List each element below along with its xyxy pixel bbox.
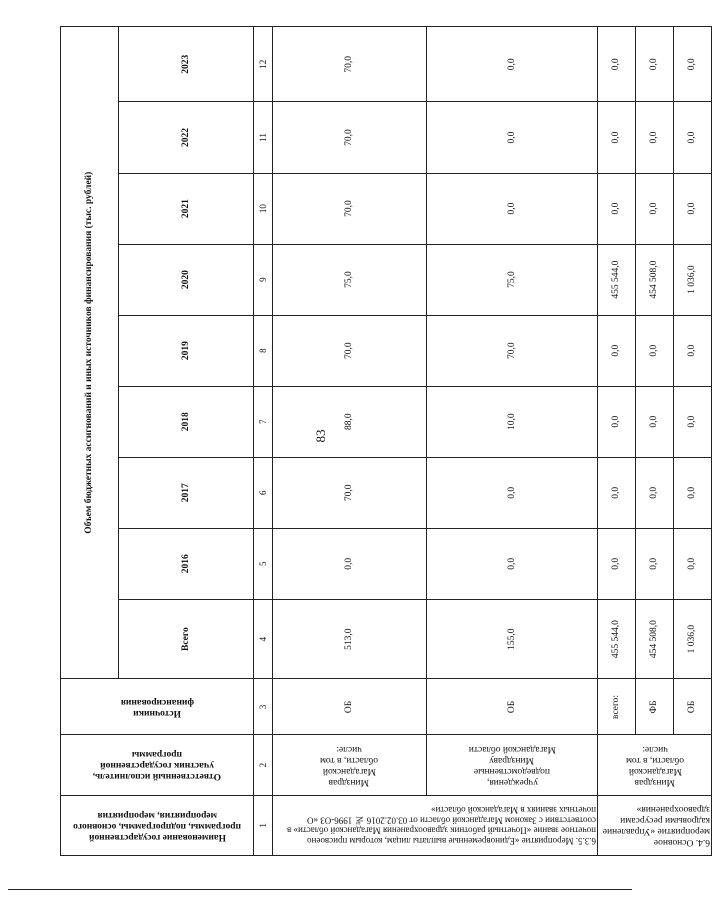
col-header-name: Наименование государственной программы, подпрограммы, основного мероприятия, мероприятия — [61, 795, 254, 855]
row-source: ОБ — [273, 679, 427, 735]
col-header-2016: 2016 — [119, 528, 254, 599]
col-header-executor: Ответственный исполнитель, участник государственной программы — [61, 735, 254, 795]
row-source: ОБ — [674, 679, 712, 735]
row-source: ОБ — [426, 679, 597, 735]
col-header-2018: 2018 — [119, 386, 254, 457]
col-header-source: Источники финансирования — [61, 679, 254, 735]
col-header-2017: 2017 — [119, 457, 254, 528]
row-executor: Минздрав Магаданской области, в том числе: — [598, 735, 712, 795]
col-header-2023: 2023 — [119, 27, 254, 102]
row-source: ФБ — [636, 679, 674, 735]
row-name-635: 6.3.5. Мероприятие «Единовременные выплаты лицам, которым присвоено почетное звание «Почетный работник здравоохранения Магаданской области» в соответствии с Законом Магаданской области от 03.02.2016 № 1996-ОЗ «О почетных званиях в Магаданской области» — [273, 795, 598, 855]
table-row: ФБ 454 508,0 0,0 0,0 0,0 0,0 454 508,0 0,0 0,0 0,0 — [636, 27, 674, 856]
col-header-2019: 2019 — [119, 315, 254, 386]
col-header-2020: 2020 — [119, 244, 254, 315]
row-executor: Минздрав Магаданской области, в том числе: — [273, 735, 427, 795]
row-executor: учреждения, подведомственные Минздраву Магаданской области — [426, 735, 597, 795]
col-header-total: Всего — [119, 599, 254, 679]
footer-rule — [8, 889, 632, 890]
col-header-group: Объем бюджетных ассигнований и иных источников финансирования (тыс. рублей) — [61, 27, 119, 679]
table-row: учреждения, подведомственные Минздраву Магаданской области ОБ 155,0 0,0 0,0 10,0 70,0 75,0 0,0 0,0 0,0 — [426, 27, 597, 856]
page-number: 83 — [313, 429, 328, 443]
col-header-2021: 2021 — [119, 173, 254, 244]
table-row: 6.3.5. Мероприятие «Единовременные выплаты лицам, которым присвоено почетное звание «Почетный работник здравоохранения Магаданской области» в соответствии с Законом Магаданской области от 03.02.2016 № 1996-ОЗ «О почетных званиях в Магаданской области» Минздрав Магаданской области, в том числе: ОБ 513,0 0,0 70,0 88,0 70,0 75,0 70,0 70,0 70,0 — [273, 27, 427, 856]
row-source: всего: — [598, 679, 636, 735]
table-row: 6.4. Основное мероприятие «Управление кадровыми ресурсами здравоохранения» Минздрав Магаданской области, в том числе: всего: 455 544,0 0,0 0,0 0,0 0,0 455 544,0 0,0 0,0 0,0 — [598, 27, 636, 856]
table-row: ОБ 1 036,0 0,0 0,0 0,0 0,0 1 036,0 0,0 0,0 0,0 — [674, 27, 712, 856]
row-name-64: 6.4. Основное мероприятие «Управление кадровыми ресурсами здравоохранения» — [598, 795, 712, 855]
index-row: 1 2 3 4 5 6 7 8 9 10 11 12 — [254, 27, 273, 856]
budget-table — [60, 26, 712, 856]
col-header-2022: 2022 — [119, 102, 254, 173]
budget-table-sheet — [60, 26, 710, 856]
